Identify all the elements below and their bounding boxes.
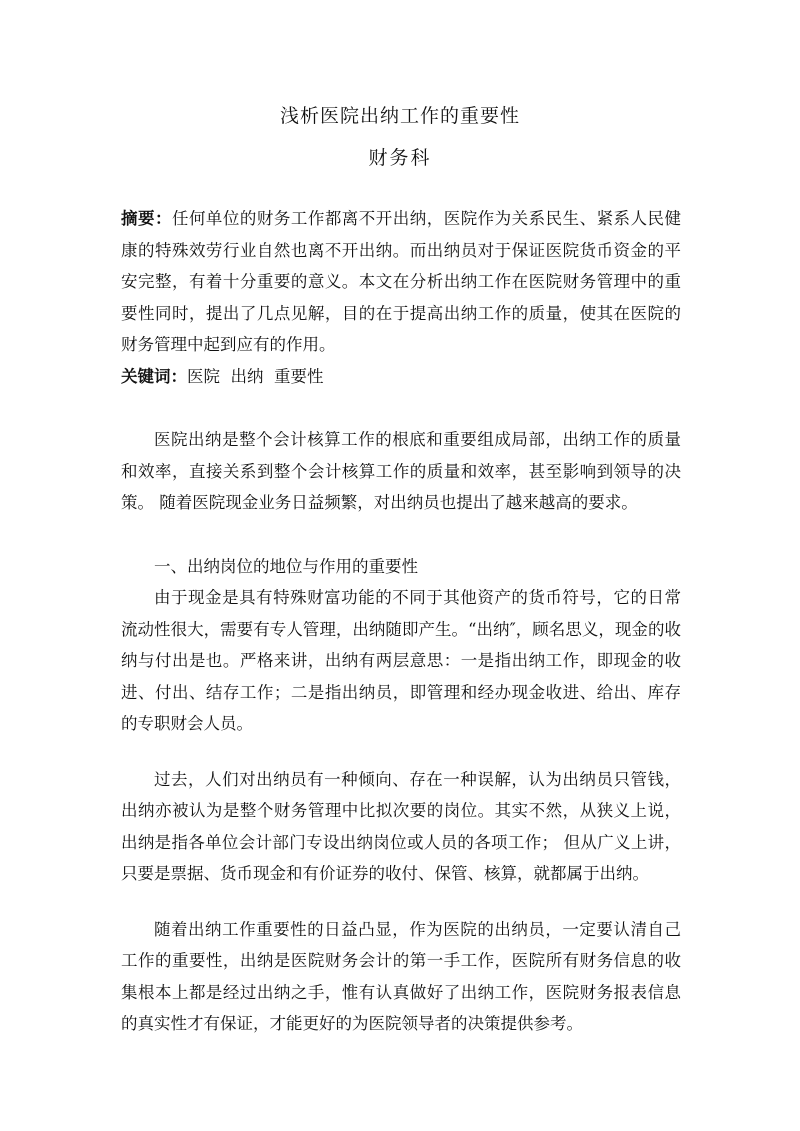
keywords-label: 关键词： [121,366,187,386]
abstract-text: 任何单位的财务工作都离不开出纳，医院作为关系民生、紧系人民健康的特殊效劳行业自然也离不开出纳。而出纳员对于保证医院货币资金的平安完整，有着十分重要的意义。本文在分析出纳工作在医院财务管理中的重要性同时，提出了几点见解，目的在于提高出纳工作的质量，使其在医院的财务管理中起到应有的作用。 [121,209,681,354]
abstract-paragraph [121,203,681,361]
section1-paragraph-3: 随着出纳工作重要性的日益凸显，作为医院的出纳员，一定要认清自己工作的重要性，出纳是医院财务会计的第一手工作，医院所有财务信息的收集根本上都是经过出纳之手，惟有认真做好了出纳工作，医院财务报表信息的真实性才有保证，才能更好的为医院领导者的决策提供参考。 [121,919,681,1033]
document-department: 财务科 [368,147,432,169]
section1-paragraph-2: 过去，人们对出纳员有一种倾向、存在一种误解，认为出纳员只管钱，出纳亦被认为是整个财务管理中比拟次要的岗位。其实不然，从狭义上说，出纳是指各单位会计部门专设出纳岗位或人员的各项工作； 但从广义上讲，只要是票据、货币现金和有价证券的收付、保管、核算，就都属于出纳。 [121,769,681,883]
section1-heading: 一、出纳岗位的地位与作用的重要性 [154,556,418,576]
document-title: 浅析医院出纳工作的重要性 [279,105,520,127]
section1-paragraph-1: 由于现金是具有特殊财富功能的不同于其他资产的货币符号，它的日常流动性很大，需要有专人管理，出纳随即产生。“出纳″，顾名思义，现金的收纳与付出是也。严格来讲，出纳有两层意思：一是指出纳工作，即现金的收进、付出、结存工作；二是指出纳员，即管理和经办现金收进、给出、库存的专职财会人员。 [121,588,681,733]
intro-paragraph: 医院出纳是整个会计核算工作的根底和重要组成局部，出纳工作的质量和效率，直接关系到整个会计核算工作的质量和效率，甚至影响到领导的决策。 随着医院现金业务日益频繁，对出纳员也提出了越来越高的要求。 [121,430,681,512]
document-body [121,203,681,1040]
keywords-text: 医院 出纳 重要性 [187,366,324,386]
keywords-paragraph [121,361,681,393]
abstract-label: 摘要： [121,209,172,228]
